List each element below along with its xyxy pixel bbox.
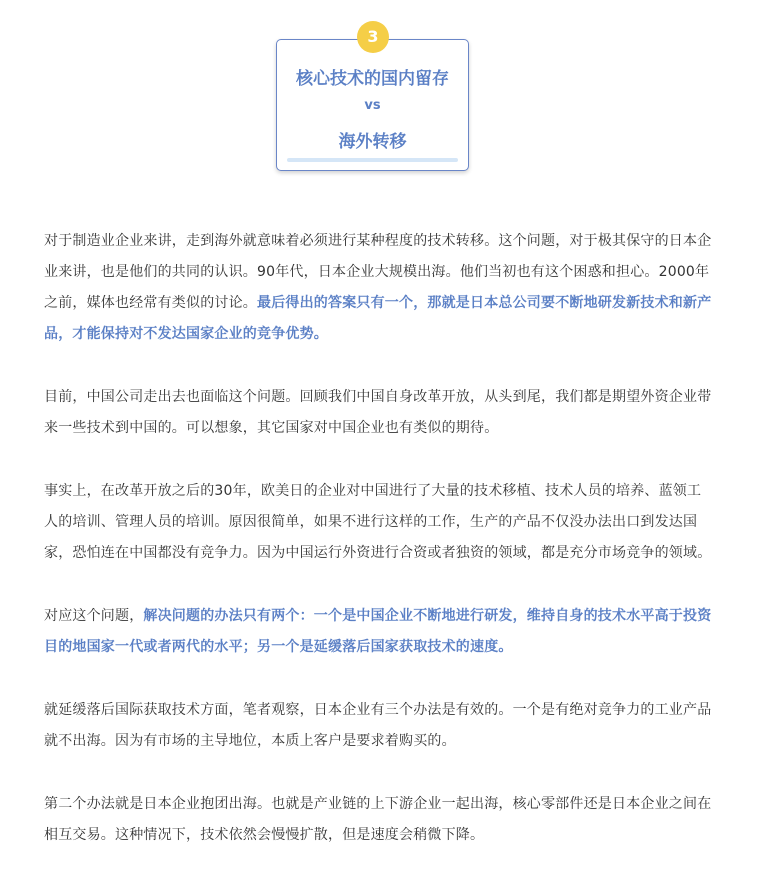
paragraph-4-highlight: 解决问题的办法只有两个：一个是中国企业不断地进行研发，维持自身的技术水平高于投资目的地国家一代或者两代的水平；另一个是延缓落后国家获取技术的速度。 [44, 608, 712, 655]
section-title-vs: vs [364, 98, 381, 113]
paragraph-2: 目前，中国公司走出去也面临这个问题。回顾我们中国自身改革开放，从头到尾，我们都是期望外资企业带来一些技术到中国的。可以想象，其它国家对中国企业也有类似的期待。 [44, 389, 712, 436]
card-underline [287, 158, 458, 162]
paragraph-1-text: 对于制造业企业来讲，走到海外就意味着必须进行某种程度的技术转移。这个问题，对于极其保守的日本企业来讲，也是他们的共同的认识。90年代，日本企业大规模出海。他们当初也有这个困惑和担心。2000年之前，媒体也经常有类似的讨论。 [44, 233, 712, 311]
paragraph-4 [44, 601, 712, 663]
paragraph-1 [44, 226, 712, 350]
paragraph-6: 第二个办法就是日本企业抱团出海。也就是产业链的上下游企业一起出海，核心零部件还是日本企业之间在相互交易。这种情况下，技术依然会慢慢扩散，但是速度会稍微下降。 [44, 796, 712, 843]
paragraph-3: 事实上，在改革开放之后的30年，欧美日的企业对中国进行了大量的技术移植、技术人员的培养、蓝领工人的培训、管理人员的培训。原因很简单，如果不进行这样的工作，生产的产品不仅没办法出口到发达国家，恐怕连在中国都没有竞争力。因为中国运行外资进行合资或者独资的领域，都是充分市场竞争的领域。 [44, 483, 712, 561]
paragraph-1-highlight: 最后得出的答案只有一个，那就是日本总公司要不断地研发新技术和新产品，才能保持对不发达国家企业的竞争优势。 [44, 295, 712, 342]
section-title-line1: 核心技术的国内留存 [296, 69, 449, 89]
paragraph-4-text: 对应这个问题， [44, 608, 144, 624]
section-number-badge: 3 [357, 21, 389, 53]
section-header-card [276, 39, 469, 171]
article-body [44, 226, 712, 883]
paragraph-5: 就延缓落后国际获取技术方面，笔者观察，日本企业有三个办法是有效的。一个是有绝对竞争力的工业产品就不出海。因为有市场的主导地位，本质上客户是要求着购买的。 [44, 702, 712, 749]
section-title-line2: 海外转移 [338, 132, 407, 152]
